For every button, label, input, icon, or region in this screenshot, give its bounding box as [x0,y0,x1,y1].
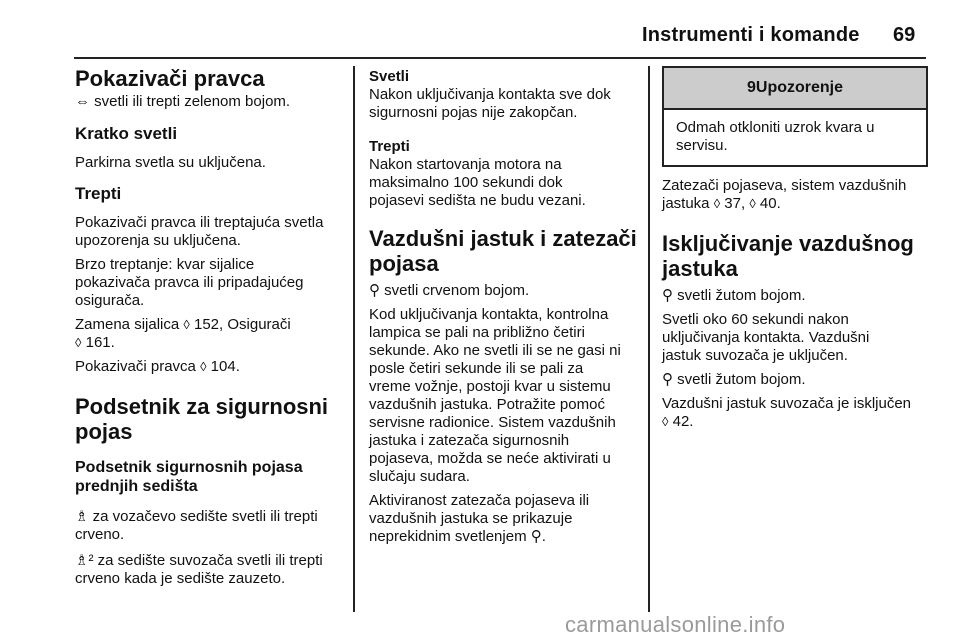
fast-flash-line-2: pokazivača pravca ili pripadajućeg [75,274,304,291]
airbag-off-icon: ⚲ [662,287,673,304]
short-on-text: Parkirna svetla su uključena. [75,154,266,171]
fast-flash-line-1: Brzo treptanje: kvar sijalice [75,256,255,273]
paragraph-line: lampica se pali na približno četiri [369,324,585,341]
heading-flashing: Trepti [75,184,122,203]
paragraph-line: sekunde. Ako ne svetli ili se ne gasi ni [369,342,621,359]
airbag-off-text: svetli žutom bojom. [673,287,806,304]
airbag-off2-text: svetli žutom bojom. [673,371,806,388]
flash2-line-2: maksimalno 100 sekundi dok [369,174,563,191]
passenger-text-2: crveno kada je sedište zauzeto. [75,570,286,587]
reference-arrow-icon: ◊ [200,359,207,374]
heading-short-on: Kratko svetli [75,124,178,143]
flash2-line-1: Nakon startovanja motora na [369,156,562,173]
paragraph-line: posle četiri sekunde ili se pali za [369,360,584,377]
heading-belt-reminder-1: Podsetnik za sigurnosni [75,394,329,419]
watermark: carmanualsonline.info [565,612,786,637]
warning-box [662,66,928,167]
references-text-b: 37, [720,195,750,212]
heading-flashing-2: Trepti [369,138,410,155]
replace-text-a: Zamena sijalica [75,316,184,333]
warning-text-2: servisu. [676,137,728,154]
header-rule [74,57,926,59]
heading-on: Svetli [369,68,410,85]
warning-body [664,110,926,165]
paragraph-line: pojaseva, možda se neće aktivirati u [369,450,611,467]
heading-airbag-off-1: Isključivanje vazdušnog [662,231,914,256]
warning-icon: 9 [746,79,756,96]
on-line-1: Nakon uključivanja kontakta sve dok [369,86,611,103]
column-1 [75,66,347,588]
replace-text-b: 152, Osigurači [189,316,291,333]
warning-title: Upozorenje [755,79,844,96]
driver-text-1: za vozačevo sedište svetli ili trepti [88,508,318,525]
reference-arrow-icon: ◊ [749,196,756,211]
flashing-line-2: upozorenja su uključena. [75,232,241,249]
paragraph-line: slučaju sudara. [369,468,470,485]
warning-header [664,68,926,110]
see-also-page: 104. [206,358,240,375]
heading-airbag-off-2: jastuka [662,256,738,281]
page-number: 69 [893,24,916,46]
reference-arrow-icon: ◊ [662,414,669,429]
reference-arrow-icon: ◊ [183,317,190,332]
flash2-line-3: pojasevi sedišta ne budu vezani. [369,192,586,209]
paragraph-line: vreme vožnje, postoji kvar u sistemu [369,378,611,395]
airbag-text: svetli crvenom bojom. [380,282,530,299]
column-divider-2 [648,66,650,612]
airbag-paragraph [369,306,644,486]
activation-line-3: neprekidnim svetlenjem [369,528,531,545]
turn-signal-icon: ⇔ [75,93,90,110]
page-header [0,0,960,60]
airbag-off-crossed-icon: ⚲ [662,371,673,388]
driver-text-2: crveno. [75,526,125,543]
column-2 [369,68,644,546]
heading-belt-reminder-2: pojas [75,419,133,444]
column-3 [662,66,942,431]
activation-line-1: Aktiviranost zatezača pojaseva ili [369,492,590,509]
heading-front-seats-1: Podsetnik sigurnosnih pojasa [75,459,303,476]
fast-flash-line-3: osigurača. [75,292,145,309]
heading-airbag-2: pojasa [369,251,439,276]
paragraph-line: vazdušnih jastuka. Potražite pomoć [369,396,605,413]
reference-arrow-icon: ◊ [75,335,82,350]
on-line-2: sigurnosni pojas nije zakopčan. [369,104,578,121]
seatbelt-driver-icon: ♗ [75,508,89,525]
seatbelt-passenger-icon: ♗² [75,552,94,569]
heading-front-seats-2: prednjih sedišta [75,478,198,495]
references-line-1: Zatezači pojaseva, sistem vazdušnih [662,177,907,194]
heading-turn-signals: Pokazivači pravca [75,66,265,91]
airbag-on-line-3: jastuk suvozača je uključen. [662,347,848,364]
reference-arrow-icon: ◊ [713,196,721,211]
turn-signal-text: svetli ili trepti zelenom bojom. [90,93,291,110]
header-title: Instrumenti i komande [642,24,860,46]
paragraph-line: Kod uključivanja kontakta, kontrolna [369,306,609,323]
airbag-on-line-2: uključivanja kontakta. Vazdušni [662,329,870,346]
see-also-text: Pokazivači pravca [75,358,201,375]
activation-line-2: vazdušnih jastuka se prikazuje [369,510,573,527]
replace-text-c: 161. [81,334,115,351]
passenger-text-1: za sedište suvozača svetli ili trepti [93,552,323,569]
column-divider-1 [353,66,355,612]
heading-airbag-1: Vazdušni jastuk i zatezači [369,226,637,251]
airbag-icon: ⚲ [530,528,542,545]
flashing-line-1: Pokazivači pravca ili treptajuća svetla [75,214,324,231]
activation-period: . [541,528,546,545]
airbag-disabled-line-1: Vazdušni jastuk suvozača je isključen [662,395,912,412]
airbag-on-line-1: Svetli oko 60 sekundi nakon [662,311,849,328]
airbag-icon: ⚲ [369,282,380,299]
references-text-c: 40. [755,195,781,212]
paragraph-line: servisne radionice. Sistem vazdušnih [369,414,616,431]
paragraph-line: jastuka i zatezača sigurnosnih [369,432,570,449]
warning-text-1: Odmah otkloniti uzrok kvara u [676,119,875,136]
airbag-disabled-page: 42. [668,413,694,430]
references-text-a: jastuka [662,195,714,212]
